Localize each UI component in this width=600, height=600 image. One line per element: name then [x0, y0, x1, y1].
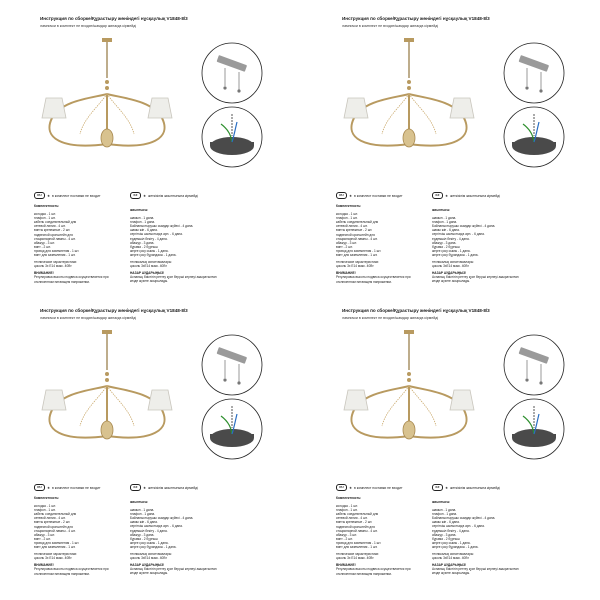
list-item: винты крепежные - 2 шт.: [34, 228, 71, 233]
kz-tech-value: цоколь 3xE14 макс. 40Вт: [130, 264, 167, 269]
kz-tech-value: цоколь 3xE14 макс. 40Вт: [432, 556, 469, 561]
ru-column: [336, 496, 426, 576]
kz-column: [130, 208, 220, 284]
ru-badge: RU: [34, 192, 45, 199]
ru-heading: Комплектность:: [34, 204, 60, 208]
canopy-wiring-diagram: [503, 106, 565, 168]
list-item: жерге қосу бұрандасы - 1 дана.: [432, 544, 479, 549]
ru-flag-note: [34, 192, 101, 199]
list-item: винты крепежные - 2 шт.: [336, 520, 373, 525]
canopy-wiring-diagram: [503, 398, 565, 460]
list-item: шамын - 1 дана.: [130, 216, 155, 221]
ru-warning-heading: ВНИМАНИЕ!: [34, 563, 54, 568]
list-item: подвесной кронштейн для: [34, 524, 73, 529]
kz-warning-text: Аспаның биіктігін реттеу қуат беруші кернеуі ажыратылған кезде жүзеге асырылады.: [130, 567, 217, 576]
list-item: жерге қосу бұрандасы - 1 дана.: [130, 252, 177, 257]
list-item: сетевой линии - 4 шт.: [34, 516, 66, 521]
canopy-wiring-diagram: [201, 398, 263, 460]
list-item: сергіткіш шығыстыққа арн. - 6 дана.: [432, 524, 485, 529]
panel-subtitle: лампочки в комплект не входят/шамдар жинаққа кірмейді: [342, 24, 439, 28]
list-item: винт для заземления - 1 шт.: [34, 545, 76, 550]
list-item: абажур - 3 дана.: [130, 240, 155, 245]
ru-tech-heading: технические характеристики:: [34, 552, 78, 557]
star-icon: ★: [445, 193, 449, 198]
ru-flag-note: [336, 192, 403, 199]
kz-flag-note: [130, 192, 198, 199]
kz-heading: жиынтығы:: [432, 500, 451, 504]
kz-warning-heading: НАЗАР АУДАРЫҢЫЗ!: [130, 563, 165, 568]
list-item: винт - 2 шт.: [34, 244, 51, 249]
list-item: подвесной кронштейн для: [34, 232, 73, 237]
list-item: ердемшіл бекіту - 4 дана.: [130, 236, 168, 241]
list-item: винты крепежные - 2 шт.: [34, 520, 71, 525]
kz-tech-heading: техникалық сипаттамалары:: [130, 260, 172, 265]
list-item: жерге қосу сымы - 1 дана.: [432, 248, 471, 253]
list-item: стационарной лампы - 4 шт.: [336, 528, 378, 533]
list-item: жерге қосу сымы - 1 дана.: [432, 540, 471, 545]
list-item: ердемшіл бекіту - 4 дана.: [432, 528, 470, 533]
list-item: сергіткіш шығыстыққа арн. - 6 дана.: [130, 524, 183, 529]
instruction-panel: [6, 12, 296, 302]
kz-column: [432, 500, 522, 576]
ru-flag-text: в комплект поставки не входит: [354, 193, 403, 198]
ru-tech-value: цоколь 3x E14 макс. 40Вт: [34, 556, 72, 561]
ru-badge: RU: [336, 192, 347, 199]
ru-column: [34, 496, 124, 576]
kz-flag-text: жеткізілім жиынтығына кірмейді: [148, 485, 198, 490]
list-item: ердемшіл бекіту - 4 дана.: [432, 236, 470, 241]
ru-warning-text: Регулировка высоты подвеса осуществляется при отключенном питающем напряжении.: [34, 567, 109, 576]
ru-flag-note: [336, 484, 403, 491]
kz-tech-heading: техникалық сипаттамалары:: [432, 552, 474, 557]
panel-title: Инструкция по сборке/Құрастыру жөніндегі нұсқаулық V1848-8/3: [342, 308, 490, 313]
list-item: шамы жіп - 6 дана.: [432, 520, 460, 525]
list-item: абажур - 3 дана.: [432, 532, 457, 537]
list-item: шамы жіп - 6 дана.: [432, 228, 460, 233]
list-item: жерге қосу сымы - 1 дана.: [130, 248, 169, 253]
list-item: плафон - 1 шт.: [336, 216, 358, 221]
panel-subtitle: лампочки в комплект не входят/шамдар жинаққа кірмейді: [342, 316, 439, 320]
list-item: плафон - 1 дана.: [130, 220, 156, 225]
ru-tech-value: цоколь 3x E14 макс. 40Вт: [336, 264, 374, 269]
panel-title: Инструкция по сборке/Құрастыру жөніндегі нұсқаулық V1848-8/3: [40, 16, 188, 21]
star-icon: ★: [47, 193, 51, 198]
list-item: плафон - 1 дана.: [130, 512, 156, 517]
list-item: Байланыстырушы сымдар жүйесі - 4 дана.: [130, 224, 194, 229]
panel-title: Инструкция по сборке/Құрастыру жөніндегі нұсқаулық V1848-8/3: [40, 308, 188, 313]
kz-flag-note: [432, 192, 500, 199]
list-item: абажур - 3 шт.: [336, 532, 357, 537]
ru-tech-heading: технические характеристики:: [336, 260, 380, 265]
kz-badge: KZ: [432, 192, 443, 199]
kz-warning-heading: НАЗАР АУДАРЫҢЫЗ!: [432, 563, 467, 568]
ru-warning-heading: ВНИМАНИЕ!: [336, 563, 356, 568]
kz-warning-text: Аспаның биіктігін реттеу қуат беруші кернеуі ажыратылған кезде жүзеге асырылады.: [432, 567, 519, 576]
ru-badge: RU: [336, 484, 347, 491]
star-icon: ★: [47, 485, 51, 490]
list-item: бұрама - 2 бұрғыш: [130, 244, 158, 249]
list-item: стационарной лампы - 4 шт.: [336, 236, 378, 241]
list-item: провод для заземления - 1 шт.: [336, 540, 382, 545]
list-item: Байланыстырушы сымдар жүйесі - 4 дана.: [130, 516, 194, 521]
list-item: винт для заземления - 1 шт.: [336, 253, 378, 258]
kz-badge: KZ: [130, 484, 141, 491]
ru-tech-value: цоколь 3x E14 макс. 40Вт: [34, 264, 72, 269]
kz-tech-heading: техникалық сипаттамалары:: [130, 552, 172, 557]
ru-tech-heading: технические характеристики:: [336, 552, 380, 557]
list-item: абажур - 3 шт.: [34, 532, 55, 537]
ru-column: [336, 204, 426, 284]
kz-tech-heading: техникалық сипаттамалары:: [432, 260, 474, 265]
list-item: винты крепежные - 2 шт.: [336, 228, 373, 233]
list-item: сергіткіш шығыстыққа арн. - 6 дана.: [432, 232, 485, 237]
list-item: абажур - 3 дана.: [130, 532, 155, 537]
mounting-bracket-diagram: [201, 334, 263, 396]
list-item: стационарной лампы - 4 шт.: [34, 236, 76, 241]
list-item: сетевой линии - 4 шт.: [336, 224, 368, 229]
kz-warning-text: Аспаның биіктігін реттеу қуат беруші кернеуі ажыратылған кезде жүзеге асырылады.: [432, 275, 519, 284]
ru-badge: RU: [34, 484, 45, 491]
list-item: Байланыстырушы сымдар жүйесі - 4 дана.: [432, 224, 496, 229]
list-item: бұрама - 2 бұрғыш: [130, 536, 158, 541]
ru-warning-text: Регулировка высоты подвеса осуществляется при отключенном питающем напряжении.: [336, 567, 411, 576]
kz-flag-note: [130, 484, 198, 491]
list-item: кабель соединительный для: [336, 512, 379, 517]
mounting-bracket-diagram: [201, 42, 263, 104]
ru-heading: Комплектность:: [336, 496, 362, 500]
kz-column: [130, 500, 220, 576]
list-item: плафон - 1 дана.: [432, 220, 458, 225]
list-item: бұрама - 2 бұрғыш: [432, 536, 460, 541]
ru-heading: Комплектность:: [34, 496, 60, 500]
list-item: жерге қосу бұрандасы - 1 дана.: [432, 252, 479, 257]
list-item: бұрама - 2 бұрғыш: [432, 244, 460, 249]
list-item: кабель соединительный для: [336, 220, 379, 225]
list-item: сетевой линии - 4 шт.: [336, 516, 368, 521]
kz-flag-text: жеткізілім жиынтығына кірмейді: [148, 193, 198, 198]
list-item: подвесной кронштейн для: [336, 232, 375, 237]
chandelier-illustration: [22, 38, 192, 178]
list-item: винт - 2 шт.: [34, 536, 51, 541]
list-item: жерге қосу сымы - 1 дана.: [130, 540, 169, 545]
ru-flag-text: в комплект поставки не входит: [354, 485, 403, 490]
list-item: плафон - 1 шт.: [34, 508, 56, 513]
kz-flag-text: жеткізілім жиынтығына кірмейді: [450, 193, 500, 198]
list-item: стационарной лампы - 4 шт.: [34, 528, 76, 533]
mounting-bracket-diagram: [503, 334, 565, 396]
list-item: провод для заземления - 1 шт.: [34, 248, 80, 253]
ru-tech-value: цоколь 3x E14 макс. 40Вт: [336, 556, 374, 561]
instruction-panel: [6, 304, 296, 594]
list-item: винт - 2 шт.: [336, 536, 353, 541]
list-item: колодка - 1 шт.: [336, 504, 358, 509]
list-item: кабель соединительный для: [34, 512, 77, 517]
list-item: Байланыстырушы сымдар жүйесі - 4 дана.: [432, 516, 496, 521]
star-icon: ★: [143, 485, 147, 490]
list-item: шамын - 1 дана.: [130, 508, 155, 513]
list-item: колодка - 1 шт.: [34, 504, 56, 509]
list-item: абажур - 3 дана.: [432, 240, 457, 245]
ru-warning-heading: ВНИМАНИЕ!: [336, 271, 356, 276]
chandelier-illustration: [324, 330, 494, 470]
ru-warning-text: Регулировка высоты подвеса осуществляется при отключенном питающем напряжении.: [34, 275, 109, 284]
kz-badge: KZ: [130, 192, 141, 199]
list-item: сергіткіш шығыстыққа арн. - 6 дана.: [130, 232, 183, 237]
list-item: колодка - 1 шт.: [34, 212, 56, 217]
instruction-panel: [308, 12, 598, 302]
kz-warning-heading: НАЗАР АУДАРЫҢЫЗ!: [432, 271, 467, 276]
panel-title: Инструкция по сборке/Құрастыру жөніндегі нұсқаулық V1848-8/3: [342, 16, 490, 21]
kz-warning-text: Аспаның биіктігін реттеу қуат беруші кернеуі ажыратылған кезде жүзеге асырылады.: [130, 275, 217, 284]
ru-flag-note: [34, 484, 101, 491]
list-item: провод для заземления - 1 шт.: [34, 540, 80, 545]
list-item: шамы жіп - 6 дана.: [130, 520, 158, 525]
list-item: шамын - 1 дана.: [432, 508, 457, 513]
ru-heading: Комплектность:: [336, 204, 362, 208]
kz-heading: жиынтығы:: [130, 500, 149, 504]
list-item: абажур - 3 шт.: [34, 240, 55, 245]
ru-tech-heading: технические характеристики:: [34, 260, 78, 265]
list-item: плафон - 1 шт.: [34, 216, 56, 221]
list-item: винт для заземления - 1 шт.: [34, 253, 76, 258]
list-item: кабель соединительный для: [34, 220, 77, 225]
panel-subtitle: лампочки в комплект не входят/шамдар жинаққа кірмейді: [40, 24, 137, 28]
kz-flag-text: жеткізілім жиынтығына кірмейді: [450, 485, 500, 490]
list-item: винт для заземления - 1 шт.: [336, 545, 378, 550]
instruction-panel: [308, 304, 598, 594]
star-icon: ★: [349, 193, 353, 198]
ru-warning-text: Регулировка высоты подвеса осуществляется при отключенном питающем напряжении.: [336, 275, 411, 284]
panel-subtitle: лампочки в комплект не входят/шамдар жинаққа кірмейді: [40, 316, 137, 320]
list-item: подвесной кронштейн для: [336, 524, 375, 529]
star-icon: ★: [349, 485, 353, 490]
list-item: ердемшіл бекіту - 4 дана.: [130, 528, 168, 533]
ru-warning-heading: ВНИМАНИЕ!: [34, 271, 54, 276]
list-item: шамы жіп - 6 дана.: [130, 228, 158, 233]
list-item: плафон - 1 дана.: [432, 512, 458, 517]
list-item: винт - 2 шт.: [336, 244, 353, 249]
star-icon: ★: [445, 485, 449, 490]
kz-badge: KZ: [432, 484, 443, 491]
kz-flag-note: [432, 484, 500, 491]
kz-tech-value: цоколь 3xE14 макс. 40Вт: [130, 556, 167, 561]
kz-warning-heading: НАЗАР АУДАРЫҢЫЗ!: [130, 271, 165, 276]
list-item: плафон - 1 шт.: [336, 508, 358, 513]
list-item: шамын - 1 дана.: [432, 216, 457, 221]
list-item: жерге қосу бұрандасы - 1 дана.: [130, 544, 177, 549]
ru-flag-text: в комплект поставки не входит: [52, 193, 101, 198]
list-item: абажур - 3 шт.: [336, 240, 357, 245]
kz-tech-value: цоколь 3xE14 макс. 40Вт: [432, 264, 469, 269]
chandelier-illustration: [22, 330, 192, 470]
star-icon: ★: [143, 193, 147, 198]
kz-column: [432, 208, 522, 284]
kz-heading: жиынтығы:: [432, 208, 451, 212]
list-item: колодка - 1 шт.: [336, 212, 358, 217]
ru-flag-text: в комплект поставки не входит: [52, 485, 101, 490]
mounting-bracket-diagram: [503, 42, 565, 104]
list-item: сетевой линии - 4 шт.: [34, 224, 66, 229]
chandelier-illustration: [324, 38, 494, 178]
ru-column: [34, 204, 124, 284]
canopy-wiring-diagram: [201, 106, 263, 168]
list-item: провод для заземления - 1 шт.: [336, 248, 382, 253]
kz-heading: жиынтығы:: [130, 208, 149, 212]
